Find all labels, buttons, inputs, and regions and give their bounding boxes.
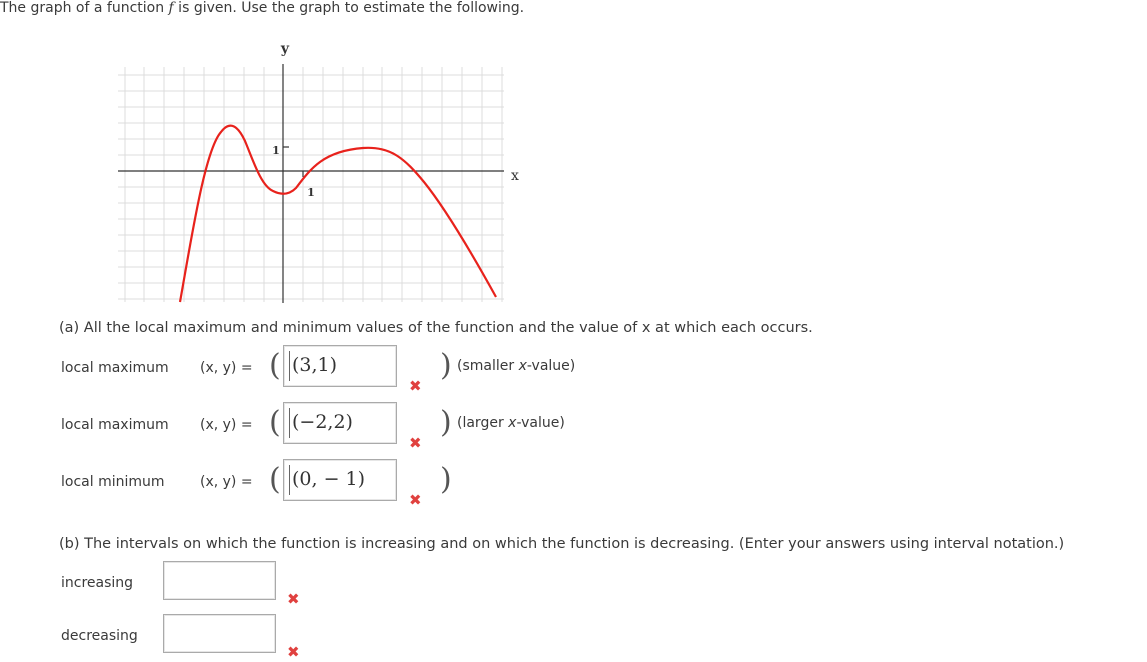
row2-answer-value: (−2,2) (292, 411, 353, 433)
row2-equation: (x, y) = (200, 417, 253, 433)
row1-answer-value: (3,1) (292, 354, 338, 376)
row1-open-paren: ( (269, 348, 281, 383)
row2-incorrect-icon: ✖ (409, 434, 422, 452)
prompt-text-before: The graph of a function (0, 0, 169, 16)
decreasing-input[interactable] (163, 614, 276, 653)
row3-field-cursor (289, 465, 290, 495)
row3-answer-field[interactable] (283, 459, 397, 501)
function-curve (180, 126, 496, 302)
x-tick-label: 1 (307, 186, 315, 199)
row1-field-cursor (289, 351, 290, 381)
row2-close-paren: ) (440, 405, 452, 440)
row1-note: (smaller x-value) (457, 358, 576, 374)
part-a-instructions: (a) All the local maximum and minimum values of the function and the value of x at which each occurs. (59, 320, 813, 336)
row3-incorrect-icon: ✖ (409, 491, 422, 509)
increasing-incorrect-icon: ✖ (287, 590, 300, 608)
increasing-label: increasing (61, 575, 134, 591)
row3-open-paren: ( (269, 462, 281, 497)
row2-answer-field[interactable] (283, 402, 397, 444)
row1-incorrect-icon: ✖ (409, 377, 422, 395)
row1-answer-field[interactable] (283, 345, 397, 387)
row2-label: local maximum (61, 417, 169, 433)
x-axis-label: x (511, 168, 519, 184)
y-axis-label: y (280, 41, 290, 57)
part-b-instructions: (b) The intervals on which the function is increasing and on which the function is decreasing. (Enter your answers using interval notation.) (59, 536, 1065, 552)
decreasing-incorrect-icon: ✖ (287, 643, 300, 661)
row3-answer-value: (0, − 1) (292, 468, 366, 490)
row2-note: (larger x-value) (457, 415, 565, 431)
question-prompt (0, 0, 524, 16)
function-graph (110, 36, 530, 312)
row2-open-paren: ( (269, 405, 281, 440)
grid (118, 67, 504, 302)
y-tick-label: 1 (272, 144, 280, 157)
row3-label: local minimum (61, 474, 165, 490)
increasing-input[interactable] (163, 561, 276, 600)
function-name: f (168, 0, 174, 16)
row3-close-paren: ) (440, 462, 452, 497)
prompt-text-after: is given. Use the graph to estimate the following. (173, 0, 525, 16)
row1-label: local maximum (61, 360, 169, 376)
decreasing-label: decreasing (61, 628, 138, 644)
row1-close-paren: ) (440, 348, 452, 383)
row3-equation: (x, y) = (200, 474, 253, 490)
row2-field-cursor (289, 408, 290, 438)
row1-equation: (x, y) = (200, 360, 253, 376)
